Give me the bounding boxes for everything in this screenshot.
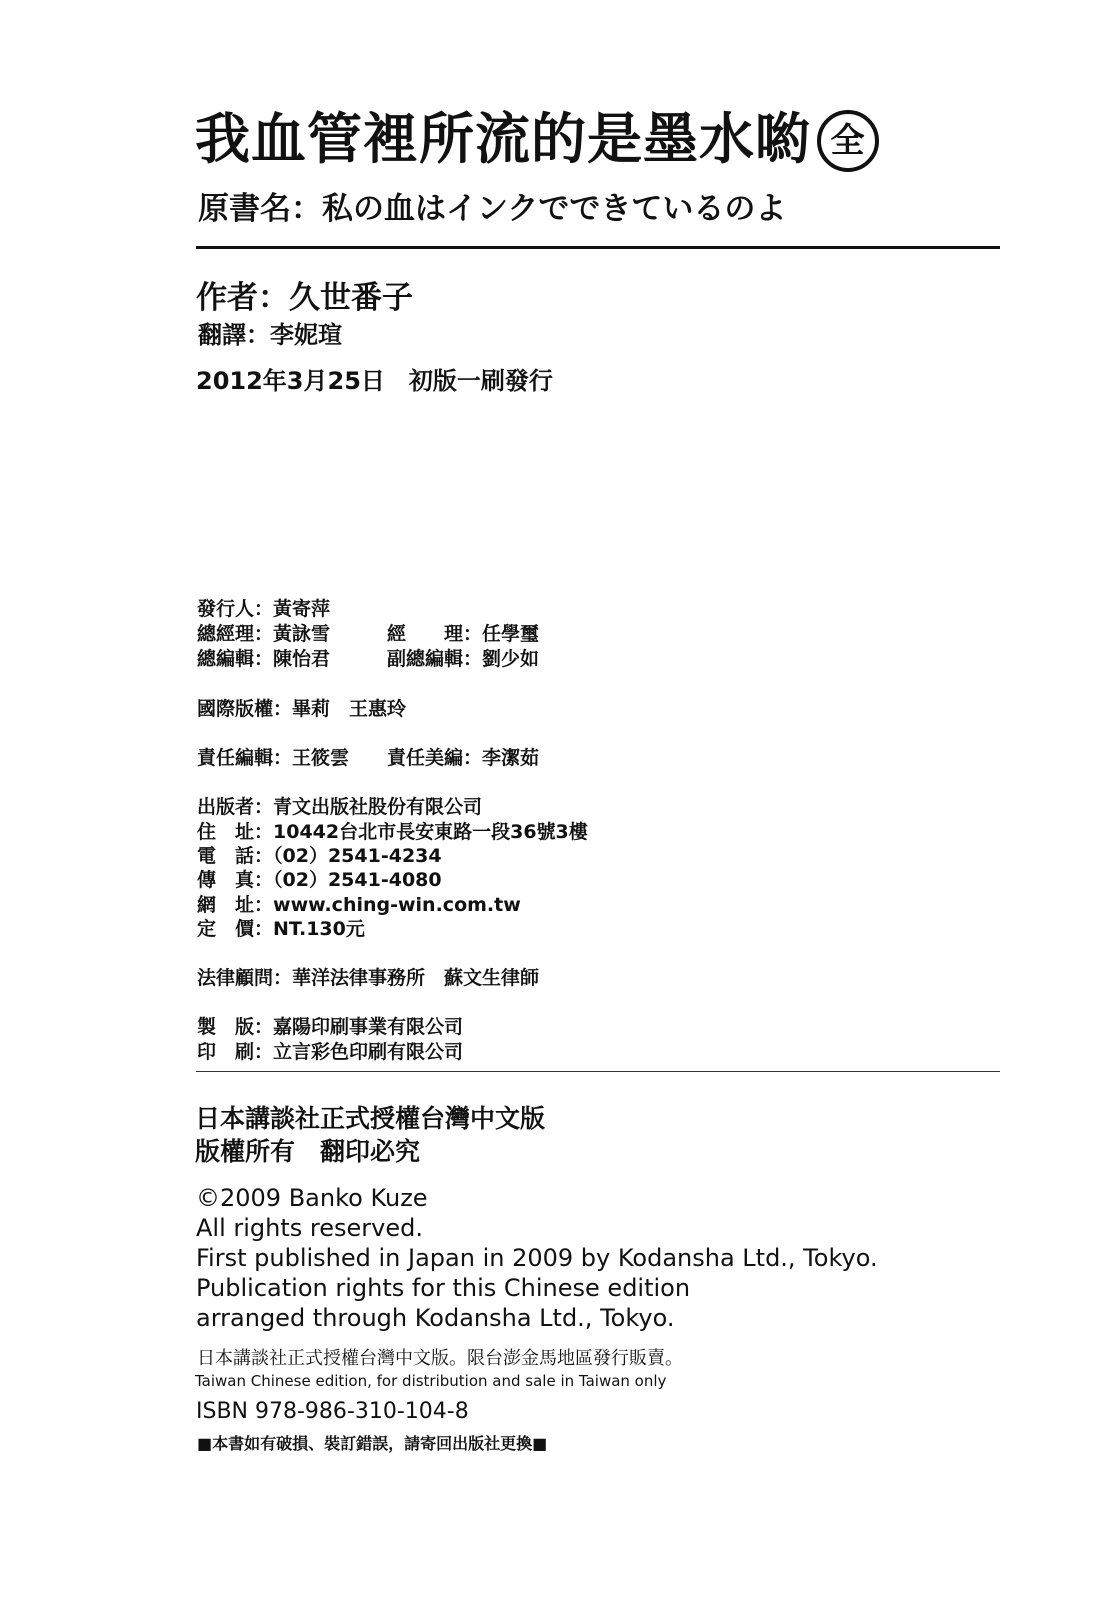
author-line: 作者：久世番子 bbox=[196, 280, 413, 316]
website-row bbox=[197, 893, 521, 918]
price-value: NT.130元 bbox=[273, 918, 365, 940]
manager-label: 經 理： bbox=[387, 623, 483, 645]
deputy-editor: 副總編輯：劉少如 bbox=[387, 648, 540, 670]
copyright-line: ©2009 Banko Kuze bbox=[196, 1184, 428, 1212]
defect-notice: ■本書如有破損、裝訂錯誤，請寄回出版社更換■ bbox=[197, 1434, 548, 1453]
website-label: 網 址： bbox=[197, 894, 274, 916]
chief-editor: 總編輯：陳怡君 bbox=[197, 648, 331, 670]
isbn: ISBN 978-986-310-104-8 bbox=[196, 1399, 469, 1424]
footer-divider bbox=[196, 1071, 1000, 1072]
book-title bbox=[195, 106, 879, 172]
fax-value: （02）2541-4080 bbox=[273, 869, 442, 891]
responsible-editor: 責任編輯：王筱雲 bbox=[197, 747, 350, 769]
printing-row bbox=[197, 1040, 463, 1065]
phone-label: 電 話： bbox=[197, 845, 274, 867]
all-rights-reserved-cn: 版權所有 翻印必究 bbox=[195, 1137, 421, 1166]
print-value: 立言彩色印刷有限公司 bbox=[273, 1041, 464, 1063]
legal-counsel: 法律顧問：華洋法律事務所 蘇文生律師 bbox=[197, 967, 540, 989]
english-copyright-block bbox=[196, 1183, 878, 1333]
manager-name: 任學璽 bbox=[482, 623, 540, 645]
authorized-edition: 日本講談社正式授權台灣中文版 bbox=[195, 1104, 546, 1133]
header-divider bbox=[196, 246, 1000, 249]
distribution-notice-cn: 日本講談社正式授權台灣中文版。限台澎金馬地區發行販賣。 bbox=[197, 1348, 683, 1369]
address-label: 住 址： bbox=[197, 821, 274, 843]
plate-making-row bbox=[197, 1015, 463, 1040]
international-rights: 國際版權：畢莉 王惠玲 bbox=[197, 698, 407, 720]
phone-value: （02）2541-4234 bbox=[273, 845, 442, 867]
art-editor: 責任美編：李潔茹 bbox=[387, 747, 540, 769]
arranged-line: arranged through Kodansha Ltd., Tokyo. bbox=[196, 1304, 675, 1332]
title-text: 我血管裡所流的是墨水喲 bbox=[195, 107, 812, 171]
plate-label: 製 版： bbox=[197, 1016, 274, 1038]
phone-row bbox=[197, 844, 442, 869]
distribution-notice-en: Taiwan Chinese edition, for distribution and sale in Taiwan only bbox=[195, 1372, 667, 1390]
publisher-company: 出版者：青文出版社股份有限公司 bbox=[197, 796, 483, 818]
address-row bbox=[197, 820, 588, 845]
fax-row bbox=[197, 868, 442, 893]
first-published-line: First published in Japan in 2009 by Kodansha Ltd., Tokyo. bbox=[196, 1244, 878, 1272]
price-label: 定 價： bbox=[197, 918, 274, 940]
rights-reserved-line: All rights reserved. bbox=[196, 1214, 423, 1242]
address-value: 10442台北市長安東路一段36號3樓 bbox=[273, 821, 588, 843]
general-manager: 總經理：黃詠雪 bbox=[197, 623, 331, 645]
price-row bbox=[197, 917, 365, 942]
manager bbox=[387, 622, 539, 647]
fax-label: 傳 真： bbox=[197, 869, 274, 891]
rights-block bbox=[195, 1102, 545, 1168]
original-title: 原書名：私の血はインクでできているのよ bbox=[198, 191, 787, 227]
publisher-person: 發行人：黃寄萍 bbox=[197, 598, 331, 620]
release-date: 2012年3月25日 初版一刷發行 bbox=[196, 367, 553, 395]
publication-rights-line: Publication rights for this Chinese edition bbox=[196, 1274, 691, 1302]
translator-line: 翻譯：李妮瑄 bbox=[198, 321, 342, 349]
print-label: 印 刷： bbox=[197, 1041, 274, 1063]
website-value: www.ching-win.com.tw bbox=[273, 894, 521, 916]
complete-badge: 全 bbox=[817, 110, 879, 172]
plate-value: 嘉陽印刷事業有限公司 bbox=[273, 1016, 464, 1038]
